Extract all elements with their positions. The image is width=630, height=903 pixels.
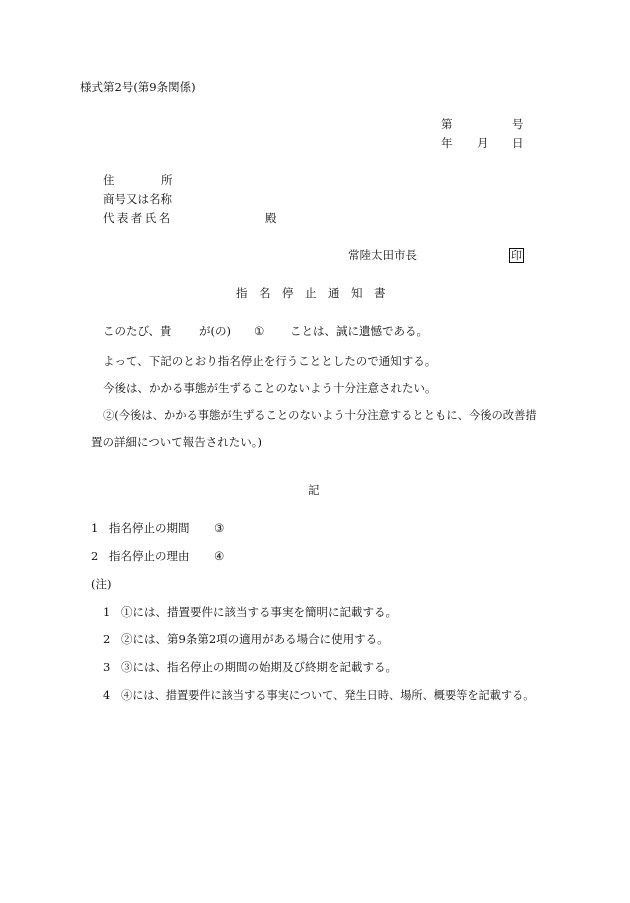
paragraph-1-part-d: ことは、誠に遺憾である。 — [290, 324, 428, 338]
seal-mark: 印 — [511, 249, 522, 262]
address-label-1: 住 — [103, 173, 115, 187]
form-label: 様式第2号(第9条関係) — [80, 80, 196, 94]
date-month: 月 — [477, 136, 489, 150]
document-number-prefix: 第 — [441, 117, 453, 131]
address-label-2: 所 — [161, 173, 173, 187]
note-4-text: ④には、措置要件に該当する事実について、発生日時、場所、概要等を記載する。 — [121, 689, 535, 702]
note-1-number: 1 — [103, 605, 111, 619]
date-day: 日 — [512, 136, 524, 150]
item-2-label: 指名停止の理由 — [109, 549, 190, 563]
note-3-text: ③には、指名停止の期間の始期及び終期を記載する。 — [121, 660, 397, 674]
item-2-mark: ④ — [214, 549, 225, 563]
notes-heading: (注) — [91, 577, 112, 591]
item-1-number: 1 — [91, 521, 99, 535]
item-1-mark: ③ — [214, 521, 225, 535]
note-2-number: 2 — [103, 632, 111, 646]
representative-label: 代表者氏名 — [103, 211, 173, 225]
document-title: 指 名 停 止 通 知 書 — [236, 286, 386, 300]
paragraph-1-part-b: が(の) — [199, 324, 231, 338]
ki-heading: 記 — [308, 483, 320, 497]
note-1-text: ①には、措置要件に該当する事実を簡明に記載する。 — [121, 605, 397, 619]
paragraph-4-line-1: ②(今後は、かかる事態が生ずることのないよう十分注意するとともに、今後の改善措 — [103, 409, 537, 422]
note-3-number: 3 — [103, 660, 111, 674]
date-year: 年 — [441, 136, 453, 150]
item-1-label: 指名停止の期間 — [109, 521, 190, 535]
paragraph-4-line-2: 置の詳細について報告されたい。) — [91, 435, 263, 449]
paragraph-3: 今後は、かかる事態が生ずることのないよう十分注意されたい。 — [103, 381, 437, 395]
issuer-title: 常陸太田市長 — [348, 248, 417, 262]
paragraph-1-mark: ① — [254, 324, 265, 338]
item-2-number: 2 — [91, 549, 99, 563]
document-number-suffix: 号 — [512, 117, 524, 131]
paragraph-2: よって、下記のとおり指名停止を行うこととしたので通知する。 — [103, 354, 437, 368]
company-label: 商号又は名称 — [103, 192, 172, 206]
note-2-text: ②には、第9条第2項の適用がある場合に使用する。 — [121, 632, 389, 646]
paragraph-1-part-a: このたび、貴 — [103, 324, 172, 338]
seal-stamp — [509, 248, 524, 263]
honorific: 殿 — [265, 211, 277, 225]
note-4-number: 4 — [103, 689, 111, 702]
